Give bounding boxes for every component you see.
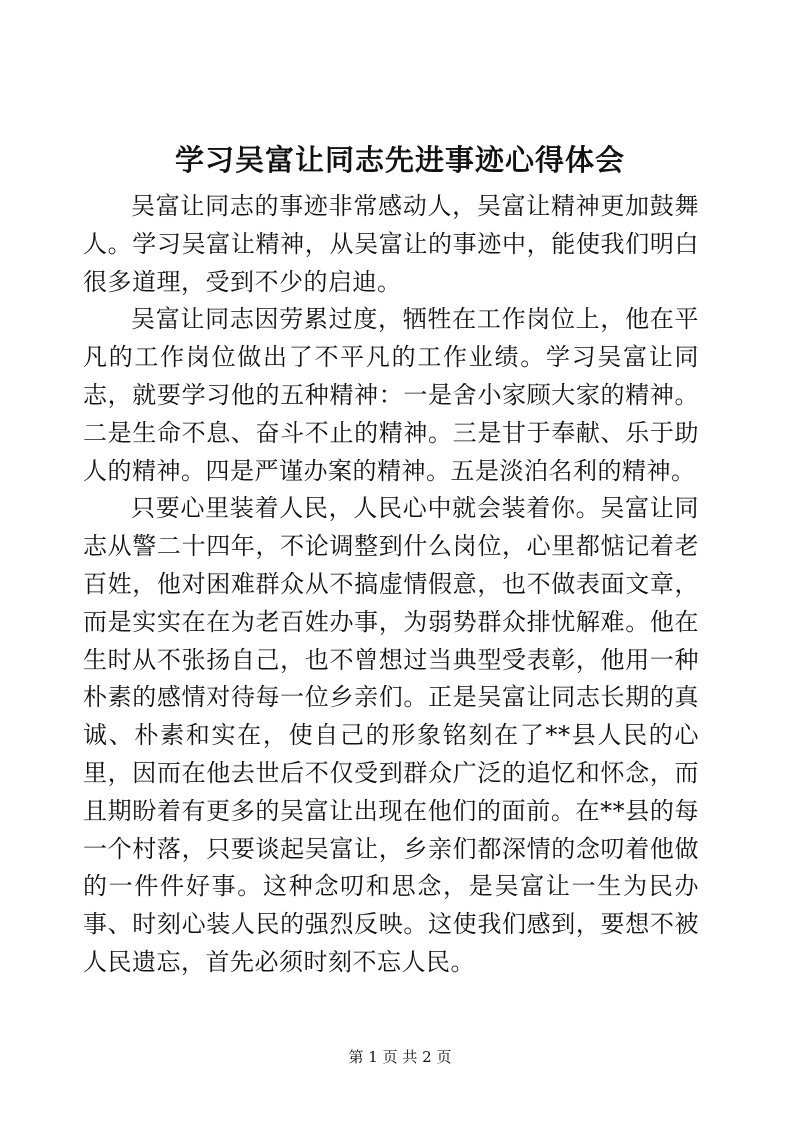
page-footer: 第 1 页 共 2 页 xyxy=(348,1048,452,1066)
document-title: 学习吴富让同志先进事迹心得体会 xyxy=(174,143,625,177)
paragraph-2: 吴富让同志因劳累过度，牺牲在工作岗位上，他在平凡的工作岗位做出了不平凡的工作业绩。学习吴富让同志，就要学习他的五种精神：一是舍小家顾大家的精神。二是生命不息、奋斗不止的精神。三是甘于奉献、乐于助人的精神。四是严谨办案的精神。五是淡泊名利的精神。 xyxy=(83,305,699,485)
paragraph-1: 吴富让同志的事迹非常感动人，吴富让精神更加鼓舞人。学习吴富让精神，从吴富让的事迹中，能使我们明白很多道理，受到不少的启迪。 xyxy=(83,192,699,296)
paragraph-3: 只要心里装着人民，人民心中就会装着你。吴富让同志从警二十四年，不论调整到什么岗位，心里都惦记着老百姓，他对困难群众从不搞虚情假意，也不做表面文章，而是实实在在为老百姓办事，为弱势群众排忧解难。他在生时从不张扬自己，也不曾想过当典型受表彰，他用一种朴素的感情对待每一位乡亲们。正是吴富让同志长期的真诚、朴素和实在，使自己的形象铭刻在了**县人民的心里，因而在他去世后不仅受到群众广泛的追忆和怀念，而且期盼着有更多的吴富让出现在他们的面前。在**县的每一个村落，只要谈起吴富让，乡亲们都深情的念叨着他做的一件件好事。这种念叨和思念，是吴富让一生为民办事、时刻心装人民的强烈反映。这使我们感到，要想不被人民遗忘，首先必须时刻不忘人民。 xyxy=(83,494,699,976)
document-body xyxy=(83,188,699,982)
